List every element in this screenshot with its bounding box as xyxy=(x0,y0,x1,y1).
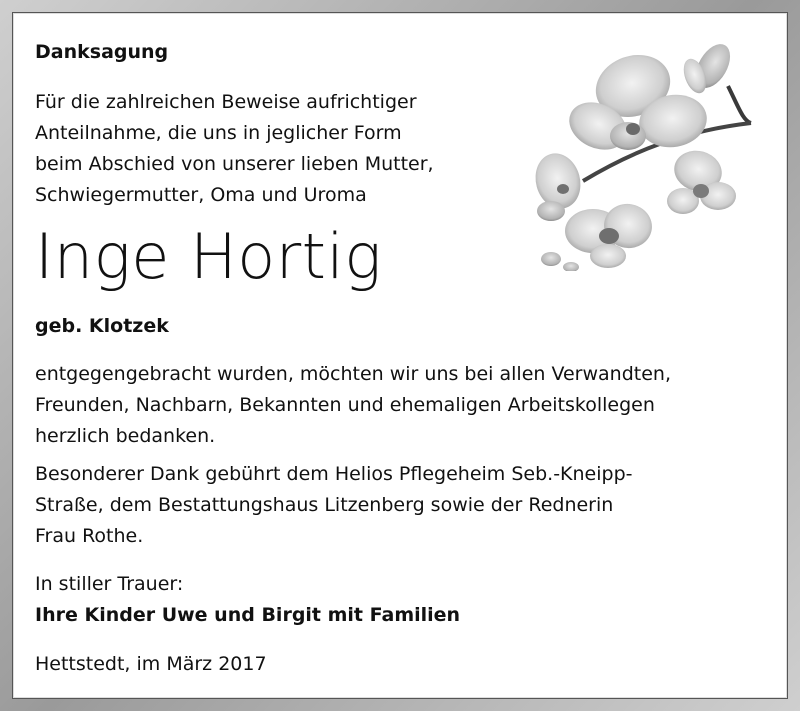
intro-line: Anteilnahme, die uns in jeglicher Form xyxy=(35,122,402,144)
special-thanks-line: Straße, dem Bestattungshaus Litzenberg sowie der Rednerin xyxy=(35,494,614,516)
thanks-line: Freunden, Nachbarn, Bekannten und ehemaligen Arbeitskollegen xyxy=(35,394,655,416)
intro-text xyxy=(35,87,535,211)
deceased-name: Inge Hortig xyxy=(35,220,382,293)
signers: Ihre Kinder Uwe und Birgit mit Familien xyxy=(35,604,461,626)
special-thanks-line: Frau Rothe. xyxy=(35,525,144,547)
intro-line: beim Abschied von unserer lieben Mutter, xyxy=(35,153,434,175)
intro-line: Schwiegermutter, Oma und Uroma xyxy=(35,184,367,206)
place-date: Hettstedt, im März 2017 xyxy=(35,653,267,675)
mourning-label: In stiller Trauer: xyxy=(35,573,184,595)
notice-card xyxy=(12,12,788,699)
thanks-line: herzlich bedanken. xyxy=(35,425,216,447)
orchid-icon xyxy=(523,31,753,271)
intro-line: Für die zahlreichen Beweise aufrichtiger xyxy=(35,91,417,113)
special-thanks-line: Besonderer Dank gebührt dem Helios Pflegeheim Seb.-Kneipp- xyxy=(35,463,633,485)
special-thanks-text xyxy=(35,459,775,552)
thanks-line: entgegengebracht wurden, möchten wir uns bei allen Verwandten, xyxy=(35,363,671,385)
thanks-text xyxy=(35,359,775,452)
birth-name: geb. Klotzek xyxy=(35,315,169,337)
heading: Danksagung xyxy=(35,41,169,63)
